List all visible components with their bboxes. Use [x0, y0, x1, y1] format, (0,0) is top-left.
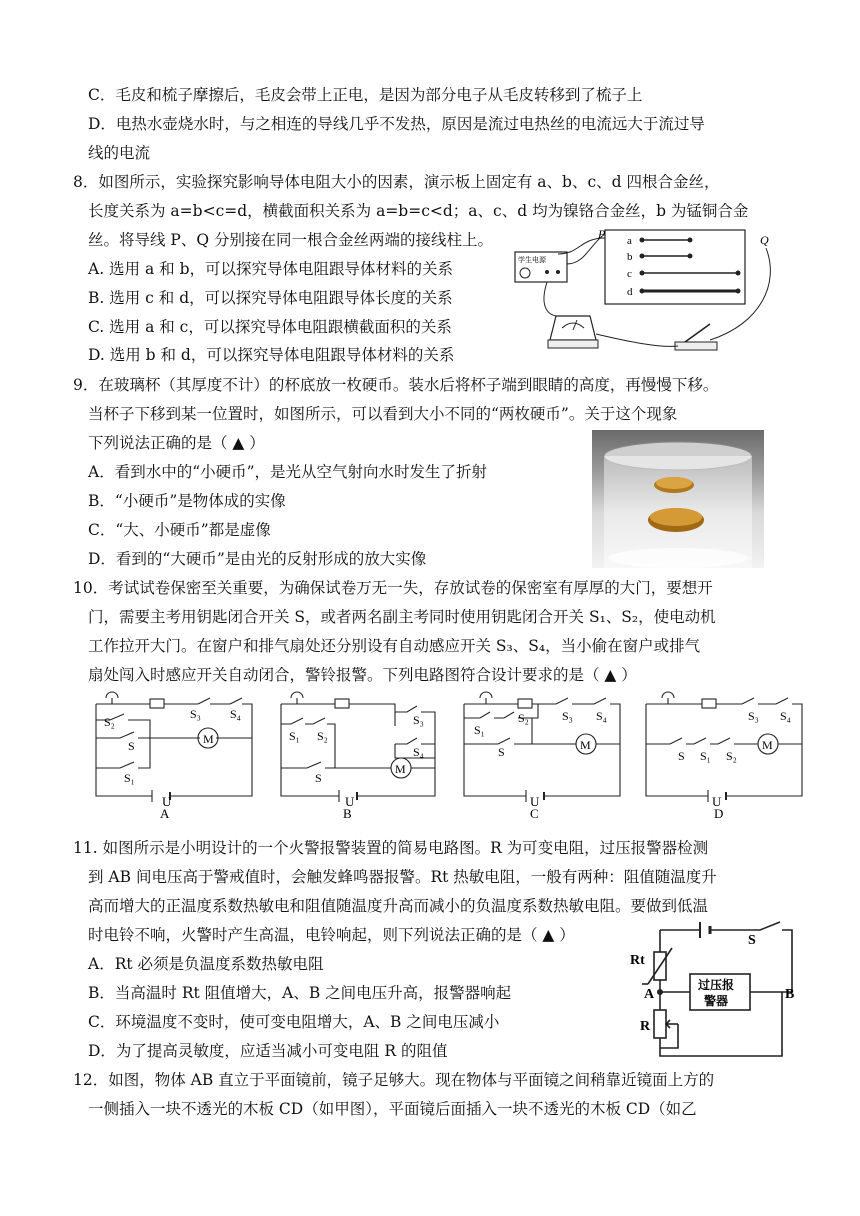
label-s: S	[315, 771, 322, 785]
q8-option-d: D. 选用 b 和 d，可以探究导体电阻跟导体材料的关系	[88, 346, 455, 364]
label-p: P	[598, 227, 606, 241]
q8-stem-line3: 丝。将导线 P、Q 分别接在同一根合金丝两端的接线柱上。	[88, 231, 493, 249]
alarm-label-line1: 过压报	[698, 978, 735, 992]
q9-stem-line2: 当杯子下移到某一位置时，如图所示，可以看到大小不同的“两枚硬币”。关于这个现象	[88, 405, 678, 423]
q8-stem-line2: 长度关系为 a=b<c=d，横截面积关系为 a=b=c<d；a、c、d 均为镍铬合金丝，b 为锰铜合金	[88, 202, 749, 220]
label-s3: S₃	[413, 713, 424, 727]
option-label-b: B	[343, 806, 352, 818]
q8-stem-line1: 8．如图所示，实验探究影响导体电阻大小的因素，演示板上固定有 a、b、c、d 四根合金丝，	[73, 173, 720, 191]
label-s4: S₄	[413, 745, 424, 759]
label-s1: S₁	[700, 749, 711, 763]
label-s: S	[748, 933, 756, 948]
q11-option-a: A．Rt 必须是负温度系数热敏电阻	[88, 955, 324, 973]
label-s2: S₂	[317, 729, 328, 743]
label-u: U	[530, 794, 540, 809]
label-s3: S₃	[748, 709, 759, 723]
q11-stem-line2: 到 AB 间电压高于警戒值时，会触发蜂鸣器报警。Rt 热敏电阻，一般有两种：阻值随温度升	[88, 868, 717, 886]
variable-resistor-r	[654, 1010, 666, 1038]
label-s3: S₃	[562, 709, 573, 723]
label-s4: S₄	[596, 709, 607, 723]
label-s1: S₁	[474, 723, 485, 737]
q11-stem-line3: 高而增大的正温度系数热敏电和阻值随温度升高而减小的负温度系数热敏电阻。要做到低温	[88, 897, 709, 915]
q9-stem-line1: 9．在玻璃杯（其厚度不计）的杯底放一枚硬币。装水后将杯子端到眼睛的高度，再慢慢下移。	[73, 376, 719, 394]
power-supply-label: 学生电源	[518, 256, 546, 264]
q9-option-b: B．“小硬币”是物体成的实像	[88, 492, 286, 510]
q11-option-c: C．环境温度不变时，使可变电阻增大，A、B 之间电压减小	[88, 1013, 500, 1031]
option-label-c: C	[530, 806, 539, 818]
q9-option-c: C．“大、小硬币”都是虚像	[88, 521, 271, 539]
q10-stem-line1: 10．考试试卷保密至关重要，为确保试卷万无一失，存放试卷的保密室有厚厚的大门，要想开	[73, 579, 713, 597]
q8-option-a: A. 选用 a 和 b，可以探究导体电阻跟导体材料的关系	[88, 260, 453, 278]
label-s: S	[678, 749, 685, 763]
label-q: Q	[760, 233, 769, 247]
q11-stem-line4: 时电铃不响，火警时产生高温，电铃响起，则下列说法正确的是（ ▲ ）	[88, 926, 575, 944]
wire-label-b: b	[627, 251, 633, 263]
label-s2: S₂	[726, 749, 737, 763]
label-u: U	[712, 794, 722, 809]
q11-option-d: D．为了提高灵敏度，应适当减小可变电阻 R 的阻值	[88, 1042, 448, 1060]
wire-label-c: c	[627, 268, 632, 280]
label-s2: S₂	[518, 711, 529, 725]
q10-stem-line4: 扇处闯入时感应开关自动闭合，警铃报警。下列电路图符合设计要求的是（ ▲ ）	[88, 666, 637, 684]
option-label-a: A	[160, 806, 170, 818]
circuit-option-c	[458, 688, 628, 818]
label-m: M	[203, 732, 214, 746]
knife-switch	[675, 342, 717, 350]
label-s4: S₄	[780, 709, 791, 723]
label-a: A	[644, 987, 655, 1002]
label-m: M	[762, 738, 773, 752]
label-s1: S₁	[289, 729, 300, 743]
alarm-label-line2: 警器	[704, 994, 729, 1008]
q10-stem-line2: 门，需要主考用钥匙闭合开关 S，或者两名副主考同时使用钥匙闭合开关 S₁、S₂，使电动机	[88, 608, 716, 626]
label-rt: Rt	[630, 953, 645, 968]
q8-circuit-figure	[510, 224, 795, 364]
q8-option-b: B. 选用 c 和 d，可以探究导体电阻跟导体长度的关系	[88, 289, 453, 307]
q9-option-d: D．看到的“大硬币”是由光的反射形成的放大实像	[88, 550, 427, 568]
glass-coin-photo	[592, 430, 764, 568]
q12-stem-line2: 一侧插入一块不透光的木板 CD（如甲图），平面镜后面插入一块不透光的木板 CD（如乙	[88, 1100, 697, 1118]
label-m: M	[395, 762, 406, 776]
label-m: M	[580, 738, 591, 752]
wire-label-d: d	[627, 286, 633, 298]
q11-option-b: B．当高温时 Rt 阻值增大，A、B 之间电压升高，报警器响起	[88, 984, 512, 1002]
circuit-option-a	[90, 688, 260, 818]
q7-option-d-line1: D．电热水壶烧水时，与之相连的导线几乎不发热，原因是流过电热丝的电流远大于流过导	[88, 115, 705, 133]
label-s2: S₂	[104, 715, 115, 729]
label-s4: S₄	[230, 707, 241, 721]
circuit-option-b	[275, 688, 445, 818]
q11-stem-line1: 11. 如图所示是小明设计的一个火警报警装置的简易电路图。R 为可变电阻，过压报警器检测	[73, 839, 709, 857]
label-s3: S₃	[190, 707, 201, 721]
q10-stem-line3: 工作拉开大门。在窗户和排气扇处还分别设有自动感应开关 S₃、S₄，当小偷在窗户或排气	[88, 637, 701, 655]
q9-stem-line3: 下列说法正确的是（ ▲ ）	[88, 434, 265, 452]
ammeter	[550, 316, 596, 340]
q9-option-a: A．看到水中的“小硬币”，是光从空气射向水时发生了折射	[88, 463, 488, 481]
label-r: R	[640, 1019, 651, 1034]
label-b: B	[785, 987, 795, 1002]
q11-alarm-circuit	[630, 918, 810, 1063]
wire-label-a: a	[627, 235, 632, 247]
option-label-d: D	[714, 806, 724, 818]
label-s: S	[498, 745, 505, 759]
q7-option-c: C．毛皮和梳子摩擦后，毛皮会带上正电，是因为部分电子从毛皮转移到了梳子上	[88, 86, 643, 104]
label-s: S	[128, 739, 135, 753]
q7-option-d-line2: 线的电流	[88, 144, 151, 162]
circuit-option-d	[640, 688, 810, 818]
q8-option-c: C. 选用 a 和 c，可以探究导体电阻跟横截面积的关系	[88, 318, 452, 336]
label-u: U	[345, 794, 355, 809]
q12-stem-line1: 12．如图，物体 AB 直立于平面镜前，镜子足够大。现在物体与平面镜之间稍靠近镜面上方的	[73, 1071, 715, 1089]
label-s1: S₁	[124, 771, 135, 785]
label-u: U	[162, 794, 172, 809]
